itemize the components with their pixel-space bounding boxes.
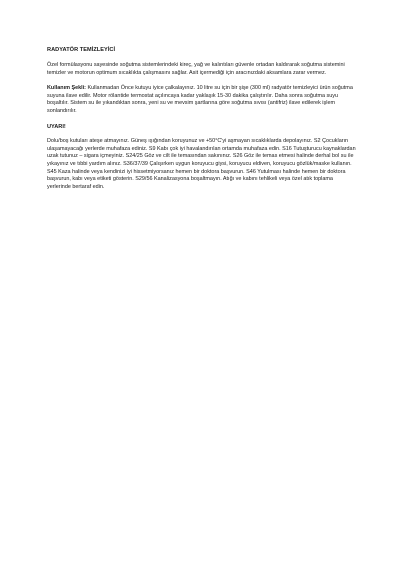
usage-text: Kullanmadan Önce kutuyu iyice çalkalayınız. 10 litre su için bir şişe (300 ml) radyatör temizleyici ürün soğutma suyuna ilave edilir. Motor rölantide termostat açılıncaya kadar yaklaşık 15-30 dakika çalıştırılır. Daha sonra soğutma suyu boşaltılır. Sistem su ile yıkandıktan sonra, yeni su ve mevsim şartlarına göre soğutma sıvısı (antifriz) ilave edilerek işlem sonlandırılır. (47, 85, 353, 115)
document-title: RADYATÖR TEMİZLEYİCİ (47, 47, 116, 53)
warning-title: UYARI! (47, 123, 66, 130)
usage-instructions (47, 85, 357, 116)
document-body (47, 47, 357, 199)
warning-text: Dolu/boş kutuları ateşe atmayınız. Güneş ışığından koruyunuz ve +50°C'yi aşmayan sıcaklıklarda depolayınız. S2 Çocukların ulaşamayacağı yerlerde muhafaza ediniz. S9 Kabı çok iyi havalandırılan ortamda muhafaza edin. S16 Tutuşturucu kaynaklardan uzak tutunuz – sigara içmeyiniz. S24/25 Göz ve cilt ile temasından sakınınız. S26 Göz ile temas etmesi halinde derhal bol su ile yıkayınız ve tıbbi yardım alınız. S36/37/39 Çalışırken uygun koruyucu giysi, koruyucu eldiven, koruyucu gözlük/maske kullanın. S45 Kaza halinde veya kendinizi iyi hissetmiyorsanız hemen bir doktora başvurun. S46 Yutulması halinde hemen bir doktora başvurun, kabı veya etiketi gösterin. S29/56 Kanalizasyona boşaltmayın. Atığı ve kabını tehlikeli veya özel atık toplama yerlerinde bertaraf edin. (47, 137, 356, 191)
usage-label: Kullanım Şekli: (47, 85, 86, 91)
product-description: Özel formülasyonu sayesinde soğutma sistemlerindeki kireç, yağ ve kalıntıları güvenle ortadan kaldırarak soğutma sistemini temizler ve motorun optimum sıcaklıkta çalışmasını sağlar. Asit içermediği için aracınızdaki aksamlara zarar vermez. (47, 62, 345, 76)
